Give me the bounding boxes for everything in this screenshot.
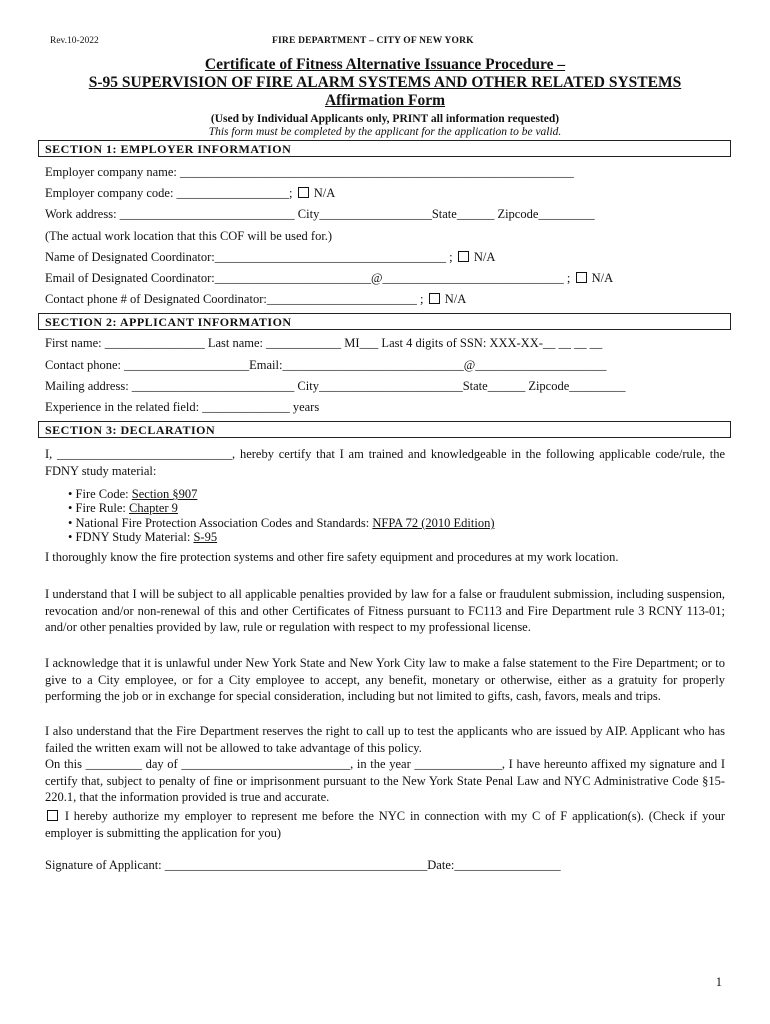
section-1-heading: SECTION 1: EMPLOYER INFORMATION bbox=[38, 140, 731, 157]
form-title-block bbox=[0, 56, 770, 139]
applicant-mailing-field[interactable]: Mailing address: __________________________ City_______________________State______ Zipcode_________ bbox=[45, 379, 626, 393]
coordinator-email-row bbox=[45, 271, 613, 286]
section-2-heading: SECTION 2: APPLICANT INFORMATION bbox=[38, 313, 731, 330]
title-line-1: Certificate of Fitness Alternative Issuance Procedure – bbox=[204, 56, 566, 73]
list-item: • FDNY Study Material: S-95 bbox=[68, 530, 218, 544]
title-instructions: (Used by Individual Applicants only, PRINT all information requested) bbox=[210, 113, 560, 125]
title-note: This form must be completed by the applicant for the application to be valid. bbox=[208, 126, 562, 138]
employer-company-name-field[interactable]: Employer company name: _______________________________________________________________ bbox=[45, 165, 574, 179]
work-address-field[interactable]: Work address: ____________________________ City__________________State______ Zipcode_________ bbox=[45, 207, 595, 221]
coordinator-phone-field[interactable]: Contact phone # of Designated Coordinator:________________________ ; bbox=[45, 292, 424, 306]
employer-company-code-row bbox=[45, 186, 335, 201]
authorize-employer-checkbox[interactable] bbox=[47, 810, 58, 821]
applicant-experience-field[interactable]: Experience in the related field: ______________ years bbox=[45, 400, 320, 414]
section-3-heading: SECTION 3: DECLARATION bbox=[38, 421, 731, 438]
na-label: N/A bbox=[444, 292, 467, 306]
coordinator-name-row bbox=[45, 250, 495, 265]
na-label: N/A bbox=[591, 271, 614, 285]
coordinator-name-na-checkbox[interactable] bbox=[458, 251, 469, 262]
list-item: • Fire Rule: Chapter 9 bbox=[68, 501, 178, 515]
applicant-contact-field[interactable]: Contact phone: ____________________Email:_____________________________@_____________________ bbox=[45, 358, 607, 372]
title-line-2: S-95 SUPERVISION OF FIRE ALARM SYSTEMS AND OTHER RELATED SYSTEMS bbox=[88, 74, 682, 91]
paragraph-testing: I also understand that the Fire Department reserves the right to call up to test the applicants who are issued by AIP. Applicant who has failed the written exam will not be allowed to take advantage of this policy. bbox=[45, 724, 725, 755]
paragraph-knowledge: I thoroughly know the fire protection systems and other fire safety equipment and procedures at my work location. bbox=[45, 550, 619, 564]
paragraph-unlawful: I acknowledge that it is unlawful under New York State and New York City law to make a false statement to the Fire Department; or to give to a City employee, or for a City employee to accept, any benefit, monetary or otherwise, either as a gratuity for properly performing the job or in exchange for special consideration, including but not limited to gifts, cash, favors, meals and trips. bbox=[45, 656, 725, 703]
page-header bbox=[50, 36, 720, 50]
revision-label: Rev.10-2022 bbox=[50, 36, 99, 46]
work-location-note: (The actual work location that this COF will be used for.) bbox=[45, 229, 333, 243]
page-number: 1 bbox=[715, 975, 722, 989]
list-item: • Fire Code: Section §907 bbox=[68, 487, 198, 501]
fire-code-link[interactable]: Section §907 bbox=[131, 487, 198, 501]
coordinator-email-field[interactable]: Email of Designated Coordinator:_________________________@_____________________________ ; bbox=[45, 271, 571, 285]
paragraph-affirmation[interactable]: On this _________ day of ___________________________, in the year ______________, I have hereunto affixed my signature and I certify that, subject to penalty of fine or imprisonment pursuant to the New York State Penal Law and NYC Administrative Code §15-220.1, that the information provided is true and accurate. bbox=[45, 757, 725, 804]
na-label: N/A bbox=[313, 186, 336, 200]
coordinator-email-na-checkbox[interactable] bbox=[576, 272, 587, 283]
list-item: • National Fire Protection Association Codes and Standards: NFPA 72 (2010 Edition) bbox=[68, 516, 495, 530]
authorize-label: I hereby authorize my employer to represent me before the NYC in connection with my C of F application(s). (Check if your employer is submitting the application for you) bbox=[45, 809, 725, 840]
paragraph-penalties: I understand that I will be subject to all applicable penalties provided by law for a false or fraudulent submission, including suspension, revocation and/or non-renewal of this and other Certificates of Fitness pursuant to FC113 and Fire Department rule 3 RCNY 113-01; and/or other penalties provided by law, rule or regulation with respect to my professional license. bbox=[45, 587, 725, 634]
coordinator-name-field[interactable]: Name of Designated Coordinator:_____________________________________ ; bbox=[45, 250, 453, 264]
signature-field[interactable]: Signature of Applicant: __________________________________________Date:_________________ bbox=[45, 858, 561, 872]
study-material-link[interactable]: S-95 bbox=[193, 530, 218, 544]
certify-statement[interactable]: I, ____________________________, hereby certify that I am trained and knowledgeable in the following applicable code/rule, the FDNY study material: bbox=[45, 447, 725, 478]
coordinator-phone-na-checkbox[interactable] bbox=[429, 293, 440, 304]
coordinator-phone-row bbox=[45, 292, 466, 307]
na-label: N/A bbox=[473, 250, 496, 264]
title-line-3: Affirmation Form bbox=[324, 92, 446, 109]
employer-company-code-field[interactable]: Employer company code: __________________; bbox=[45, 186, 293, 200]
department-label: FIRE DEPARTMENT – CITY OF NEW YORK bbox=[272, 36, 474, 46]
authorize-row bbox=[45, 808, 725, 841]
fire-rule-link[interactable]: Chapter 9 bbox=[128, 501, 178, 515]
applicant-name-field[interactable]: First name: ________________ Last name: ____________ MI___ Last 4 digits of SSN: XXX-XX-__ __ __ __ bbox=[45, 336, 603, 350]
company-code-na-checkbox[interactable] bbox=[298, 187, 309, 198]
nfpa-link[interactable]: NFPA 72 (2010 Edition) bbox=[372, 516, 495, 530]
